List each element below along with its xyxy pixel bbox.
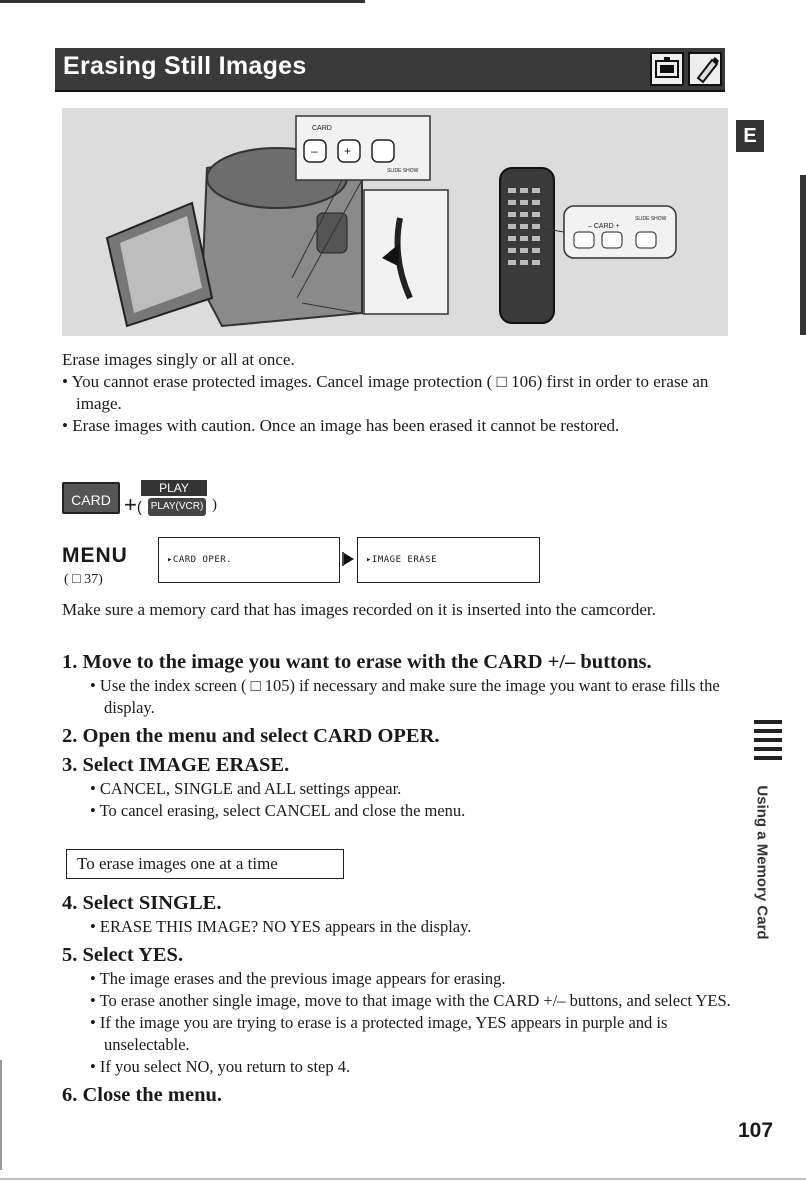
menu-arrow-icon [342,551,356,572]
intro-bullet-text: Erase images with caution. Once an image has been erased it cannot be restored. [72,416,620,435]
paren-close: ) [212,497,217,513]
steps-group-1 [62,651,732,822]
step-note: • If you select NO, you return to step 4. [90,1057,351,1076]
step-note-text: To erase another single image, move to that image with the CARD +/– buttons, and select YES. [99,991,731,1010]
remote-slideshow-label: SLIDE SHOW [635,216,667,222]
step-note: • If the image you are trying to erase is a protected image, YES appears in purple and is unselectable. [90,1013,668,1054]
chapter-tab: E [736,120,764,152]
step-note-text: If the image you are trying to erase is a protected image, YES appears in purple and is unselectable. [99,1013,668,1054]
intro-bullet: • You cannot erase protected images. Cancel image protection ( □ 106) first in order to erase an image. [62,372,709,413]
edge-bar [800,175,806,335]
step-5: 5. Select YES. [62,944,184,966]
play-vcr-button: PLAY(VCR) [148,498,206,516]
menu-box-image-erase: ▸IMAGE ERASE [357,537,540,583]
step-1: 1. Move to the image you want to erase with the CARD +/– buttons. [62,651,652,673]
steps-group-2 [62,892,732,1107]
step-note: • To erase another single image, move to that image with the CARD +/– buttons, and select YES. [90,991,731,1010]
step-note: • Use the index screen ( □ 105) if necessary and make sure the image you want to erase fills the display. [90,676,720,717]
step-2: 2. Open the menu and select CARD OPER. [62,725,440,747]
step-note: • The image erases and the previous image appears for erasing. [90,969,506,988]
top-rule [0,0,365,3]
section-label [740,742,784,982]
card-playback-icon [650,52,684,86]
card-button: CARD [62,482,120,514]
memory-card-icon [688,52,722,86]
play-button: PLAY [141,480,207,496]
intro-lead: Erase images singly or all at once. [62,350,295,369]
page-title: Erasing Still Images [63,52,307,80]
step-note: • To cancel erasing, select CANCEL and close the menu. [90,801,466,820]
step-note-text: If you select NO, you return to step 4. [99,1057,351,1076]
camera-card-label: CARD [312,125,332,132]
step-note: • CANCEL, SINGLE and ALL settings appear. [90,779,402,798]
step-4: 4. Select SINGLE. [62,892,222,914]
page-number: 107 [738,1119,774,1142]
step-note-text: Use the index screen ( □ 105) if necessary and make sure the image you want to erase fills the display. [99,676,720,717]
menu-label: MENU [62,544,128,567]
plus-text: + [124,492,137,517]
camera-minus-label: – [311,144,318,158]
step-3: 3. Select IMAGE ERASE. [62,754,290,776]
paren-open: ( [136,499,142,516]
section-label-text: Using a Memory Card [753,784,771,940]
left-edge [0,1060,2,1170]
step-6: 6. Close the menu. [62,1084,223,1106]
step-note: • ERASE THIS IMAGE? NO YES appears in the display. [90,917,472,936]
menu-ref: ( □ 37) [64,572,103,587]
plus-sign [124,492,142,518]
intro-bullet-text: You cannot erase protected images. Cancel image protection ( □ 106) first in order to erase an image. [71,372,709,413]
step-note-text: CANCEL, SINGLE and ALL settings appear. [99,779,402,798]
step-note-text: ERASE THIS IMAGE? NO YES appears in the display. [99,917,472,936]
intro-bullet: • Erase images with caution. Once an image has been erased it cannot be restored. [62,416,620,435]
camcorder-illustration [62,108,728,336]
remote-card-label: – CARD + [588,223,620,230]
step-note-text: To cancel erasing, select CANCEL and close the menu. [99,801,466,820]
camera-plus-label: + [344,144,352,158]
camera-slideshow-label: SLIDE SHOW [387,168,419,174]
subsection-heading: To erase images one at a time [66,849,344,879]
bottom-rule [0,1178,806,1180]
menu-box-card-oper: ▸CARD OPER. [158,537,340,583]
step-note-text: The image erases and the previous image appears for erasing. [99,969,506,988]
prerequisite-text: Make sure a memory card that has images recorded on it is inserted into the camcorder. [62,600,656,619]
intro-block [62,349,712,437]
